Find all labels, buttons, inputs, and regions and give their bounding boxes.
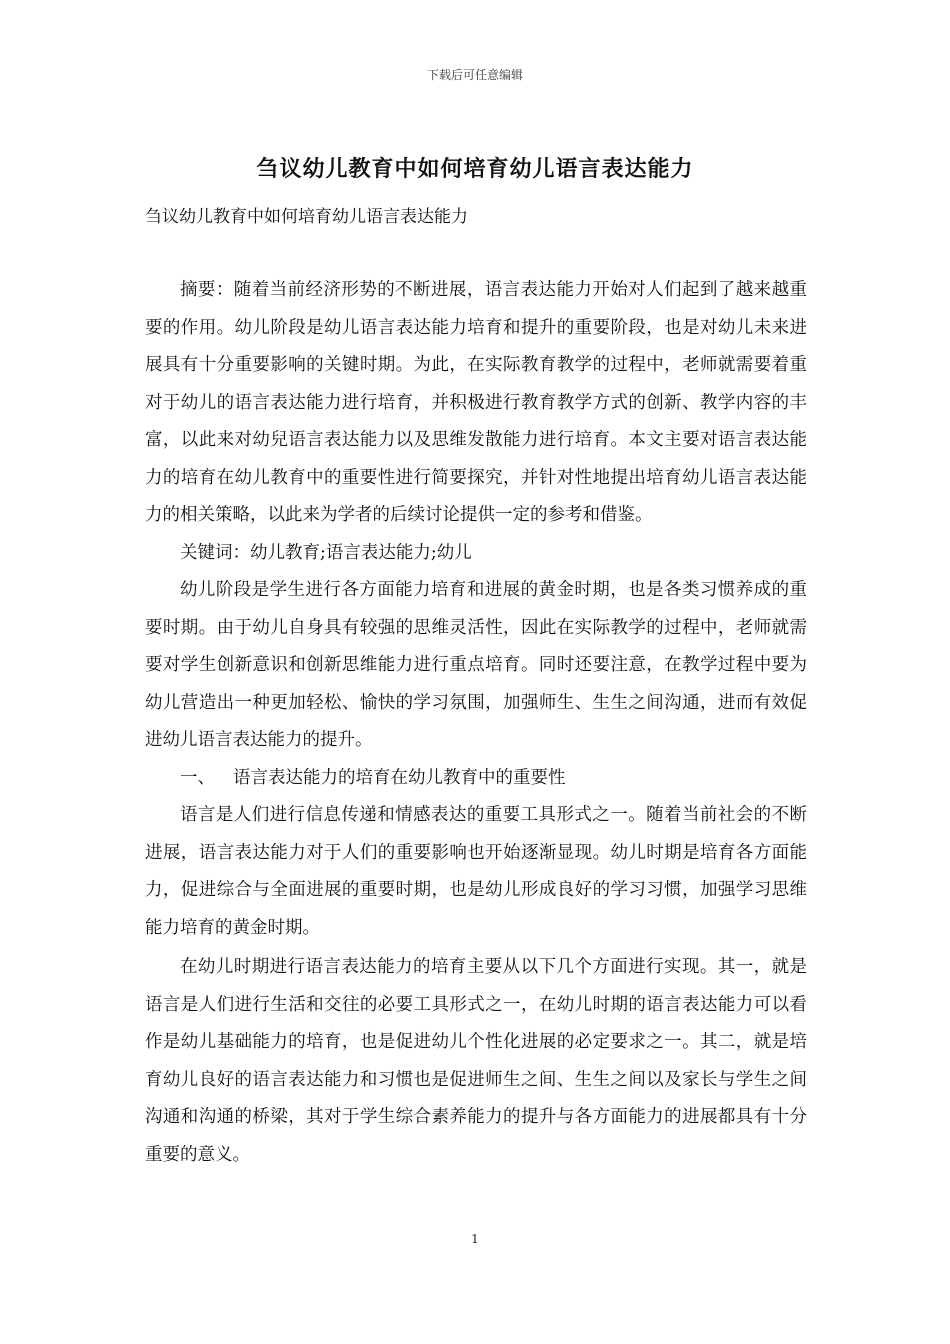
document-subtitle: 刍议幼儿教育中如何培育幼儿语言表达能力 xyxy=(145,207,468,227)
abstract-paragraph: 摘要：随着当前经济形势的不断进展，语言表达能力开始对人们起到了越来越重要的作用。幼儿阶段是幼儿语言表达能力培育和提升的重要阶段，也是对幼儿未来进展具有十分重要影响的关键时期。为此，在实际教育教学的过程中，老师就需要着重对于幼儿的语言表达能力进行培育，并积极进行教育教学方式的创新、教学内容的丰富，以此来对幼兒语言表达能力以及思维发散能力进行培育。本文主要对语言表达能力的培育在幼儿教育中的重要性进行简要探究，并针对性地提出培育幼儿语言表达能力的相关策略，以此来为学者的后续讨论提供一定的参考和借鉴。 xyxy=(145,280,807,525)
page-number: 1 xyxy=(471,1232,479,1246)
document-body xyxy=(145,272,807,1174)
intro-paragraph: 幼儿阶段是学生进行各方面能力培育和进展的黄金时期，也是各类习惯养成的重要时期。由于幼儿自身具有较强的思维灵活性，因此在实际教学的过程中，老师就需要对学生创新意识和创新思维能力进行重点培育。同时还要注意，在教学过程中要为幼儿营造出一种更加轻松、愉快的学习氛围，加强师生、生生之间沟通，进而有效促进幼儿语言表达能力的提升。 xyxy=(145,580,807,750)
body-paragraph: 语言是人们进行信息传递和情感表达的重要工具形式之一。随着当前社会的不断进展，语言表达能力对于人们的重要影响也开始逐渐显现。幼儿时期是培育各方面能力，促进综合与全面进展的重要时期，也是幼儿形成良好的学习习惯，加强学习思维能力培育的黄金时期。 xyxy=(145,805,807,938)
document-title: 刍议幼儿教育中如何培育幼儿语言表达能力 xyxy=(256,156,694,182)
keywords-paragraph: 关键词：幼儿教育;语言表达能力;幼儿 xyxy=(180,542,472,563)
body-paragraph: 在幼儿时期进行语言表达能力的培育主要从以下几个方面进行实现。其一，就是语言是人们进行生活和交往的必要工具形式之一，在幼儿时期的语言表达能力可以看作是幼儿基础能力的培育，也是促进幼儿个性化进展的必定要求之一。其二，就是培育幼儿良好的语言表达能力和习惯也是促进师生之间、生生之间以及家长与学生之间沟通和沟通的桥梁，其对于学生综合素养能力的提升与各方面能力的进展都具有十分重要的意义。 xyxy=(145,957,807,1165)
section-number: 一、 xyxy=(180,767,215,788)
section-heading xyxy=(145,760,807,798)
page-header: 下载后可任意编辑 xyxy=(426,68,523,82)
section-title: 语言表达能力的培育在幼儿教育中的重要性 xyxy=(233,767,566,788)
